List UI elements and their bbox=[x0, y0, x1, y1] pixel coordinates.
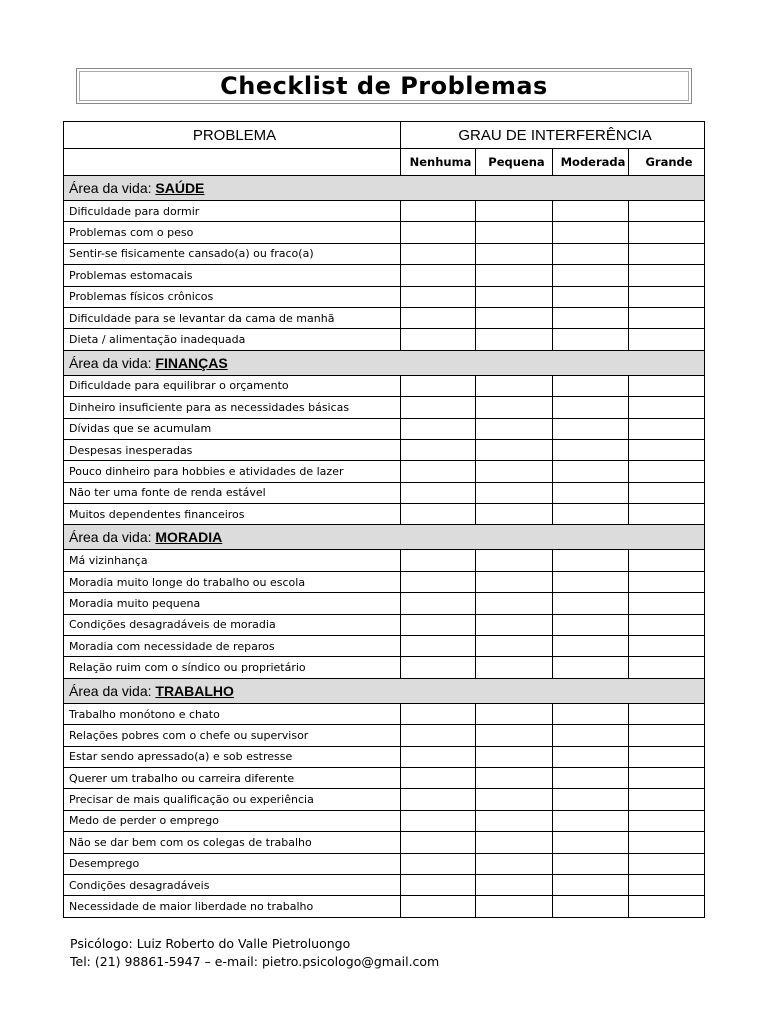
rating-cell-nenhuma[interactable] bbox=[401, 418, 476, 439]
rating-cell-grande[interactable] bbox=[629, 896, 705, 917]
rating-cell-moderada[interactable] bbox=[553, 571, 629, 592]
rating-cell-grande[interactable] bbox=[629, 482, 705, 503]
table-row bbox=[64, 832, 705, 853]
rating-cell-moderada[interactable] bbox=[553, 874, 629, 895]
rating-cell-grande[interactable] bbox=[629, 571, 705, 592]
problem-label: Moradia muito longe do trabalho ou escola bbox=[64, 571, 401, 592]
problem-label: Desemprego bbox=[64, 853, 401, 874]
rating-cell-pequena[interactable] bbox=[476, 286, 553, 307]
section-header bbox=[64, 678, 705, 703]
rating-cell-nenhuma[interactable] bbox=[401, 746, 476, 767]
rating-cell-grande[interactable] bbox=[629, 418, 705, 439]
rating-cell-nenhuma[interactable] bbox=[401, 397, 476, 418]
problem-label: Medo de perder o emprego bbox=[64, 810, 401, 831]
area-prefix: Área da vida: bbox=[69, 354, 156, 371]
rating-cell-grande[interactable] bbox=[629, 853, 705, 874]
table-row bbox=[64, 657, 705, 678]
rating-cell-moderada[interactable] bbox=[553, 397, 629, 418]
rating-cell-grande[interactable] bbox=[629, 243, 705, 264]
table-row bbox=[64, 418, 705, 439]
problem-label: Problemas com o peso bbox=[64, 222, 401, 243]
table-row bbox=[64, 482, 705, 503]
problem-label: Dieta / alimentação inadequada bbox=[64, 329, 401, 350]
problem-label: Precisar de mais qualificação ou experiência bbox=[64, 789, 401, 810]
table-row bbox=[64, 286, 705, 307]
level-header-moderada: Moderada bbox=[553, 149, 629, 176]
rating-cell-nenhuma[interactable] bbox=[401, 482, 476, 503]
table-row bbox=[64, 439, 705, 460]
problem-label: Despesas inesperadas bbox=[64, 439, 401, 460]
problem-label: Necessidade de maior liberdade no trabalho bbox=[64, 896, 401, 917]
problem-label: Querer um trabalho ou carreira diferente bbox=[64, 767, 401, 788]
rating-cell-grande[interactable] bbox=[629, 201, 705, 222]
rating-cell-moderada[interactable] bbox=[553, 725, 629, 746]
rating-cell-pequena[interactable] bbox=[476, 703, 553, 724]
table-row bbox=[64, 746, 705, 767]
rating-cell-pequena[interactable] bbox=[476, 439, 553, 460]
table-row bbox=[64, 375, 705, 396]
rating-cell-moderada[interactable] bbox=[553, 265, 629, 286]
rating-cell-moderada[interactable] bbox=[553, 286, 629, 307]
rating-cell-nenhuma[interactable] bbox=[401, 329, 476, 350]
rating-cell-nenhuma[interactable] bbox=[401, 504, 476, 525]
problem-label: Dificuldade para dormir bbox=[64, 201, 401, 222]
rating-cell-moderada[interactable] bbox=[553, 657, 629, 678]
rating-cell-grande[interactable] bbox=[629, 307, 705, 328]
rating-cell-nenhuma[interactable] bbox=[401, 550, 476, 571]
rating-cell-nenhuma[interactable] bbox=[401, 767, 476, 788]
rating-cell-nenhuma[interactable] bbox=[401, 703, 476, 724]
rating-cell-pequena[interactable] bbox=[476, 789, 553, 810]
rating-cell-nenhuma[interactable] bbox=[401, 461, 476, 482]
table-row bbox=[64, 614, 705, 635]
rating-cell-moderada[interactable] bbox=[553, 307, 629, 328]
rating-cell-grande[interactable] bbox=[629, 550, 705, 571]
rating-cell-nenhuma[interactable] bbox=[401, 789, 476, 810]
rating-cell-moderada[interactable] bbox=[553, 703, 629, 724]
section-header bbox=[64, 525, 705, 550]
rating-cell-pequena[interactable] bbox=[476, 265, 553, 286]
checklist-table bbox=[63, 121, 705, 918]
problem-column-header: PROBLEMA bbox=[64, 122, 401, 149]
rating-cell-pequena[interactable] bbox=[476, 874, 553, 895]
table-row bbox=[64, 636, 705, 657]
rating-cell-grande[interactable] bbox=[629, 789, 705, 810]
problem-label: Condições desagradáveis bbox=[64, 874, 401, 895]
rating-cell-pequena[interactable] bbox=[476, 832, 553, 853]
problem-label: Condições desagradáveis de moradia bbox=[64, 614, 401, 635]
section-row bbox=[64, 176, 705, 201]
rating-cell-nenhuma[interactable] bbox=[401, 832, 476, 853]
rating-cell-pequena[interactable] bbox=[476, 418, 553, 439]
rating-cell-pequena[interactable] bbox=[476, 767, 553, 788]
rating-cell-pequena[interactable] bbox=[476, 375, 553, 396]
level-header-pequena: Pequena bbox=[476, 149, 553, 176]
rating-cell-pequena[interactable] bbox=[476, 746, 553, 767]
table-row bbox=[64, 571, 705, 592]
area-name: MORADIA bbox=[155, 529, 223, 546]
section-row bbox=[64, 678, 705, 703]
rating-cell-nenhuma[interactable] bbox=[401, 725, 476, 746]
rating-cell-moderada[interactable] bbox=[553, 461, 629, 482]
table-row bbox=[64, 329, 705, 350]
problem-label: Má vizinhança bbox=[64, 550, 401, 571]
problem-label: Trabalho monótono e chato bbox=[64, 703, 401, 724]
rating-cell-grande[interactable] bbox=[629, 614, 705, 635]
section-header bbox=[64, 176, 705, 201]
area-name: SAÚDE bbox=[155, 180, 205, 196]
table-row bbox=[64, 222, 705, 243]
rating-cell-grande[interactable] bbox=[629, 593, 705, 614]
area-name: TRABALHO bbox=[155, 682, 234, 699]
rating-cell-grande[interactable] bbox=[629, 461, 705, 482]
problem-label: Dificuldade para se levantar da cama de manhã bbox=[64, 307, 401, 328]
title-box bbox=[76, 68, 692, 104]
problem-label: Dificuldade para equilibrar o orçamento bbox=[64, 375, 401, 396]
footer bbox=[70, 935, 439, 971]
rating-cell-pequena[interactable] bbox=[476, 397, 553, 418]
rating-cell-nenhuma[interactable] bbox=[401, 636, 476, 657]
problem-label: Relações pobres com o chefe ou supervisor bbox=[64, 725, 401, 746]
table-row bbox=[64, 810, 705, 831]
rating-cell-grande[interactable] bbox=[629, 439, 705, 460]
rating-cell-nenhuma[interactable] bbox=[401, 657, 476, 678]
problem-label: Moradia com necessidade de reparos bbox=[64, 636, 401, 657]
rating-cell-grande[interactable] bbox=[629, 397, 705, 418]
problem-label: Dinheiro insuficiente para as necessidades básicas bbox=[64, 397, 401, 418]
rating-cell-pequena[interactable] bbox=[476, 504, 553, 525]
header-row-main bbox=[64, 122, 705, 149]
rating-cell-moderada[interactable] bbox=[553, 375, 629, 396]
rating-cell-pequena[interactable] bbox=[476, 243, 553, 264]
rating-cell-pequena[interactable] bbox=[476, 307, 553, 328]
rating-cell-moderada[interactable] bbox=[553, 593, 629, 614]
rating-cell-pequena[interactable] bbox=[476, 201, 553, 222]
rating-cell-grande[interactable] bbox=[629, 222, 705, 243]
page-title: Checklist de Problemas bbox=[79, 71, 689, 101]
rating-cell-moderada[interactable] bbox=[553, 222, 629, 243]
rating-cell-nenhuma[interactable] bbox=[401, 201, 476, 222]
problem-label: Relação ruim com o síndico ou proprietário bbox=[64, 657, 401, 678]
problem-label: Moradia muito pequena bbox=[64, 593, 401, 614]
section-row bbox=[64, 525, 705, 550]
table-row bbox=[64, 593, 705, 614]
table-row bbox=[64, 874, 705, 895]
problem-label: Problemas físicos crônicos bbox=[64, 286, 401, 307]
area-name: FINANÇAS bbox=[155, 354, 228, 371]
rating-cell-moderada[interactable] bbox=[553, 767, 629, 788]
rating-cell-pequena[interactable] bbox=[476, 593, 553, 614]
rating-cell-nenhuma[interactable] bbox=[401, 265, 476, 286]
table-row bbox=[64, 243, 705, 264]
header-empty-cell bbox=[64, 149, 401, 176]
rating-cell-moderada[interactable] bbox=[553, 550, 629, 571]
area-prefix: Área da vida: bbox=[69, 180, 156, 196]
degree-column-header: GRAU DE INTERFERÊNCIA bbox=[401, 122, 705, 149]
rating-cell-pequena[interactable] bbox=[476, 896, 553, 917]
header-row-levels bbox=[64, 149, 705, 176]
rating-cell-nenhuma[interactable] bbox=[401, 614, 476, 635]
rating-cell-pequena[interactable] bbox=[476, 482, 553, 503]
footer-contact: Tel: (21) 98861-5947 – e-mail: pietro.psicologo@gmail.com bbox=[70, 954, 440, 969]
rating-cell-grande[interactable] bbox=[629, 265, 705, 286]
rating-cell-moderada[interactable] bbox=[553, 329, 629, 350]
table-row bbox=[64, 504, 705, 525]
checklist-body bbox=[64, 176, 705, 918]
rating-cell-nenhuma[interactable] bbox=[401, 439, 476, 460]
rating-cell-grande[interactable] bbox=[629, 286, 705, 307]
rating-cell-pequena[interactable] bbox=[476, 571, 553, 592]
table-row bbox=[64, 767, 705, 788]
rating-cell-moderada[interactable] bbox=[553, 439, 629, 460]
rating-cell-moderada[interactable] bbox=[553, 482, 629, 503]
table-row bbox=[64, 896, 705, 917]
rating-cell-grande[interactable] bbox=[629, 725, 705, 746]
problem-label: Pouco dinheiro para hobbies e atividades de lazer bbox=[64, 461, 401, 482]
table-row bbox=[64, 307, 705, 328]
rating-cell-pequena[interactable] bbox=[476, 461, 553, 482]
problem-label: Sentir-se fisicamente cansado(a) ou fraco(a) bbox=[64, 243, 401, 264]
rating-cell-pequena[interactable] bbox=[476, 853, 553, 874]
problem-label: Estar sendo apressado(a) e sob estresse bbox=[64, 746, 401, 767]
rating-cell-grande[interactable] bbox=[629, 874, 705, 895]
rating-cell-nenhuma[interactable] bbox=[401, 874, 476, 895]
table-row bbox=[64, 853, 705, 874]
rating-cell-grande[interactable] bbox=[629, 636, 705, 657]
rating-cell-grande[interactable] bbox=[629, 810, 705, 831]
problem-label: Não se dar bem com os colegas de trabalho bbox=[64, 832, 401, 853]
area-prefix: Área da vida: bbox=[69, 529, 156, 546]
rating-cell-moderada[interactable] bbox=[553, 896, 629, 917]
rating-cell-pequena[interactable] bbox=[476, 725, 553, 746]
rating-cell-nenhuma[interactable] bbox=[401, 593, 476, 614]
rating-cell-grande[interactable] bbox=[629, 504, 705, 525]
rating-cell-nenhuma[interactable] bbox=[401, 853, 476, 874]
table-row bbox=[64, 201, 705, 222]
rating-cell-moderada[interactable] bbox=[553, 243, 629, 264]
table-row bbox=[64, 789, 705, 810]
level-header-nenhuma: Nenhuma bbox=[401, 149, 476, 176]
problem-label: Não ter uma fonte de renda estável bbox=[64, 482, 401, 503]
rating-cell-pequena[interactable] bbox=[476, 222, 553, 243]
table-row bbox=[64, 397, 705, 418]
rating-cell-pequena[interactable] bbox=[476, 614, 553, 635]
rating-cell-nenhuma[interactable] bbox=[401, 375, 476, 396]
problem-label: Dívidas que se acumulam bbox=[64, 418, 401, 439]
rating-cell-pequena[interactable] bbox=[476, 657, 553, 678]
rating-cell-moderada[interactable] bbox=[553, 789, 629, 810]
problem-label: Muitos dependentes financeiros bbox=[64, 504, 401, 525]
table-row bbox=[64, 703, 705, 724]
rating-cell-grande[interactable] bbox=[629, 832, 705, 853]
section-row bbox=[64, 350, 705, 375]
area-prefix: Área da vida: bbox=[69, 682, 156, 699]
rating-cell-moderada[interactable] bbox=[553, 853, 629, 874]
rating-cell-nenhuma[interactable] bbox=[401, 307, 476, 328]
table-row bbox=[64, 461, 705, 482]
rating-cell-grande[interactable] bbox=[629, 657, 705, 678]
rating-cell-pequena[interactable] bbox=[476, 550, 553, 571]
table-row bbox=[64, 550, 705, 571]
rating-cell-nenhuma[interactable] bbox=[401, 222, 476, 243]
section-header bbox=[64, 350, 705, 375]
rating-cell-pequena[interactable] bbox=[476, 329, 553, 350]
rating-cell-moderada[interactable] bbox=[553, 832, 629, 853]
table-row bbox=[64, 725, 705, 746]
footer-psychologist: Psicólogo: Luiz Roberto do Valle Pietroluongo bbox=[70, 936, 351, 951]
rating-cell-grande[interactable] bbox=[629, 767, 705, 788]
rating-cell-moderada[interactable] bbox=[553, 746, 629, 767]
rating-cell-moderada[interactable] bbox=[553, 810, 629, 831]
level-header-grande: Grande bbox=[629, 149, 705, 176]
rating-cell-grande[interactable] bbox=[629, 375, 705, 396]
rating-cell-nenhuma[interactable] bbox=[401, 571, 476, 592]
problem-label: Problemas estomacais bbox=[64, 265, 401, 286]
rating-cell-moderada[interactable] bbox=[553, 418, 629, 439]
rating-cell-grande[interactable] bbox=[629, 703, 705, 724]
rating-cell-moderada[interactable] bbox=[553, 636, 629, 657]
table-row bbox=[64, 265, 705, 286]
rating-cell-nenhuma[interactable] bbox=[401, 896, 476, 917]
rating-cell-nenhuma[interactable] bbox=[401, 286, 476, 307]
rating-cell-grande[interactable] bbox=[629, 746, 705, 767]
rating-cell-pequena[interactable] bbox=[476, 810, 553, 831]
rating-cell-moderada[interactable] bbox=[553, 201, 629, 222]
rating-cell-grande[interactable] bbox=[629, 329, 705, 350]
rating-cell-pequena[interactable] bbox=[476, 636, 553, 657]
rating-cell-moderada[interactable] bbox=[553, 614, 629, 635]
rating-cell-nenhuma[interactable] bbox=[401, 243, 476, 264]
rating-cell-moderada[interactable] bbox=[553, 504, 629, 525]
rating-cell-nenhuma[interactable] bbox=[401, 810, 476, 831]
